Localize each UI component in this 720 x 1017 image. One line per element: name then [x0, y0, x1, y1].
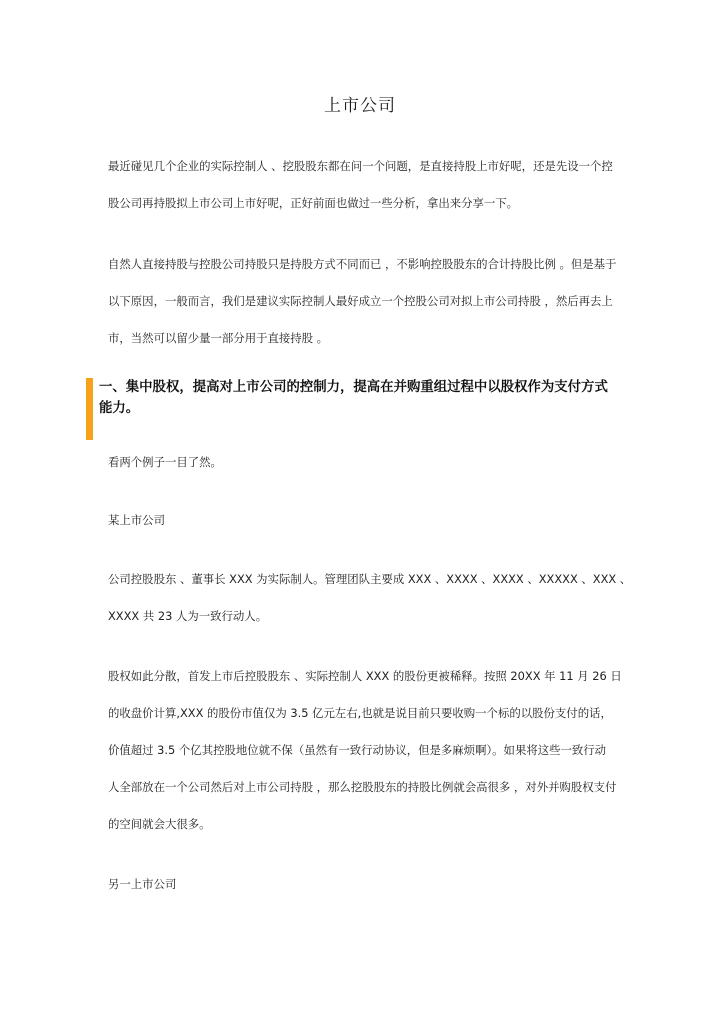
example1-line-1: 公司控股股东 、董事长 XXX 为实际制人。管理团队主要成 XXX 、XXXX 、XXXX 、XXXXX 、XXX 、 — [108, 572, 632, 586]
intro-line-1: 最近碰见几个企业的实际控制人 、挖股股东都在问一个问题，是直接持股上市好呢，还是先设一个控 — [108, 159, 613, 173]
reason-line-3: 市，当然可以留少量一部分用于直接持股 。 — [108, 331, 329, 345]
example1-detail-line-5: 的空间就会大很多。 — [108, 817, 211, 831]
examples-intro: 看两个例子一目了然。 — [108, 455, 222, 469]
example1-detail-line-1: 股权如此分散，首发上市后控股股东 、实际控制人 XXX 的股份更被稀释。按照 20XX 年 11 月 26 日 — [108, 669, 622, 683]
section-accent-bar — [86, 378, 93, 440]
example1-line-2: XXXX 共 23 人为一致行动人。 — [108, 609, 268, 623]
section-heading-line-1: 一、集中股权，提高对上市公司的控制力，提高在并购重组过程中以股权作为支付方式 — [99, 380, 608, 395]
intro-line-2: 股公司再持股拟上市公司上市好呢，正好前面也做过一些分析，拿出来分享一下。 — [108, 196, 519, 210]
page-title: 上市公司 — [324, 96, 396, 116]
section-heading-line-2: 能力。 — [99, 401, 140, 416]
reason-line-2: 以下原因，一般而言，我们是建议实际控制人最好成立一个控股公司对拟上市公司持股 ，然后再去上 — [108, 294, 613, 308]
reason-line-1: 自然人直接持股与控股公司持股只是持股方式不同而已 ，不影响控股股东的合计持股比例 。但是基于 — [108, 257, 617, 271]
example1-detail-line-2: 的收盘价计算,XXX 的股份市值仅为 3.5 亿元左右,也就是说目前只要收购一个标的以股份支付的话， — [108, 706, 612, 720]
example1-detail-line-3: 价值超过 3.5 个亿其控股地位就不保（虽然有一致行动协议，但是多麻烦啊）。如果将这些一致行动 — [108, 743, 607, 757]
example1-detail-line-4: 人全部放在一个公司然后对上市公司持股 ，那么挖股股东的持股比例就会高很多 ，对外并购股权支付 — [108, 780, 617, 794]
example2-label: 另一上市公司 — [108, 877, 177, 891]
example1-label: 某上市公司 — [108, 513, 165, 527]
